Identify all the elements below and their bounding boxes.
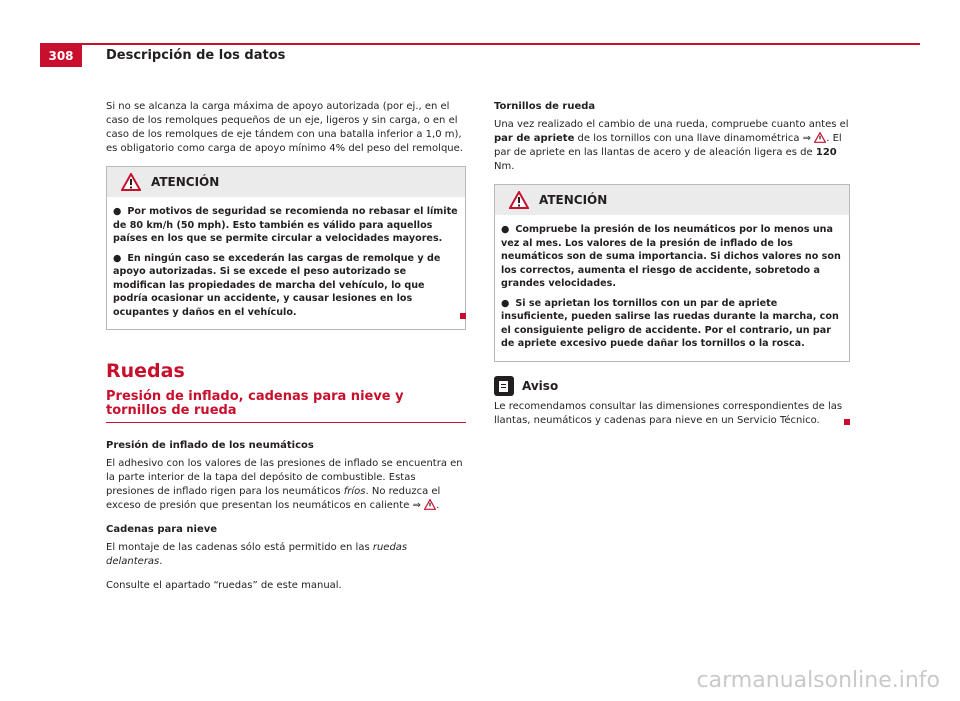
warning-item: ● Por motivos de seguridad se recomienda no rebasar el límite de 80 km/h (50 mph). Esto también es válido para aquellos países en los que se permite circular a velocidades mayores.	[113, 206, 458, 244]
note-header	[494, 376, 850, 396]
section-subtitle: Presión de inflado, cadenas para nieve y tornillos de rueda	[106, 390, 466, 423]
info-note-icon	[494, 376, 514, 396]
pressure-heading: Presión de inflado de los neumáticos	[106, 440, 314, 451]
warning-box-tyres	[494, 184, 850, 362]
warning-item: ● Compruebe la presión de los neumáticos por lo menos una vez al mes. Los valores de la presión de inflado de los neumáticos son de suma importancia. Si dichos valores no son los correctos, aumenta el riesgo de accidente, sobretodo a grandes velocidades.	[501, 224, 841, 289]
consult-paragraph: Consulte el apartado “ruedas” de este manual.	[106, 580, 342, 591]
chains-heading: Cadenas para nieve	[106, 524, 218, 535]
section-title: Ruedas	[106, 360, 185, 382]
page-title: Descripción de los datos	[106, 48, 286, 63]
section-end-mark	[844, 419, 850, 425]
chains-paragraph: El montaje de las cadenas sólo está permitido en las ruedas delanteras.	[106, 542, 408, 567]
note-text: Le recomendamos consultar las dimensiones correspondientes de las llantas, neumáticos y cadenas para nieve en un Servicio Técnico.	[494, 400, 843, 426]
header-rule	[40, 43, 920, 45]
trailer-load-paragraph: Si no se alcanza la carga máxima de apoyo autorizada (por ej., en el caso de los remolques pequeños de un eje, ligeros y sin carga, o en el caso de los remolques de eje tándem con una batalla inferior a 1,0 m), es obligatorio como carga de apoyo mínimo 4% del peso del remolque.	[106, 101, 463, 154]
warning-title: ATENCIÓN	[539, 193, 608, 207]
bolts-paragraph: Una vez realizado el cambio de una rueda, compruebe cuanto antes el par de apriete de los tornillos con una llave dinamométrica ⇒ . El par de apriete en las llantas de acero y de aleación ligera es de 120 Nm.	[494, 119, 849, 172]
left-column	[106, 100, 466, 603]
pressure-paragraph: El adhesivo con los valores de las presiones de inflado se encuentra en la parte interior de la tapa del depósito de combustible. Estas presiones de inflado rigen para los neumáticos fríos. No reduzca el exceso de presión que presentan los neumáticos en caliente ⇒ .	[106, 458, 463, 511]
right-column	[494, 100, 850, 430]
warning-item: ● En ningún caso se excederán las cargas de remolque y de apoyo autorizadas. Si se excede el peso autorizado se modifican las propiedades de marcha del vehículo, lo que podría ocasionar un accidente, y causar lesiones en los ocupantes y daños en el vehículo.	[113, 252, 441, 318]
page-number: 308	[40, 45, 82, 67]
warning-ref-icon	[814, 132, 826, 143]
warning-header	[107, 167, 465, 197]
warning-header	[495, 185, 849, 215]
warning-ref-icon	[424, 499, 436, 510]
note-title: Aviso	[522, 378, 559, 393]
warning-box-trailer	[106, 166, 466, 330]
watermark: carmanualsonline.info	[696, 668, 940, 693]
bolts-heading: Tornillos de rueda	[494, 101, 596, 112]
warning-item: ● Si se aprietan los tornillos con un par de apriete insuficiente, pueden salirse las ruedas durante la marcha, con el consiguiente peligro de accidente. Por el contrario, un par de apriete excesivo puede dañar los tornillos o la rosca.	[501, 297, 839, 349]
warning-triangle-icon	[509, 191, 529, 209]
warning-triangle-icon	[121, 173, 141, 191]
section-end-mark	[460, 313, 466, 319]
warning-title: ATENCIÓN	[151, 175, 220, 189]
